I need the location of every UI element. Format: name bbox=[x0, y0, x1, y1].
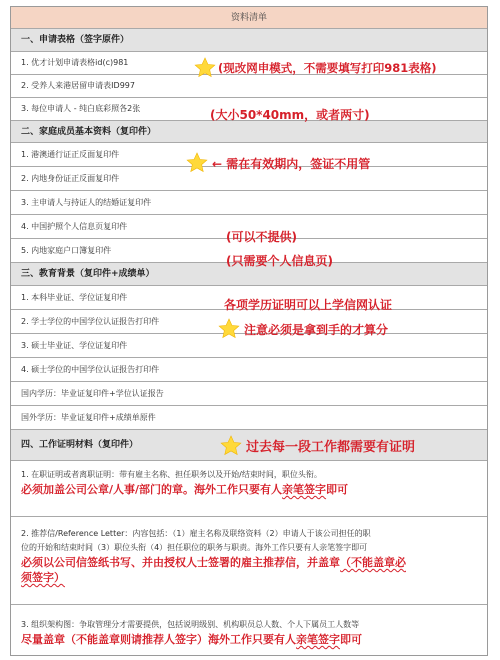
item-form-997: 2. 受养人来港居留申请表ID997 bbox=[11, 75, 487, 98]
item-marriage-cert: 3. 主申请人与持证人的结婚证复印件 bbox=[11, 191, 487, 215]
star-icon bbox=[218, 318, 240, 340]
item-photos: 3. 每位申请人 - 纯白底彩照各2张 bbox=[11, 98, 487, 121]
item-master-report: 4. 硕士学位的中国学位认证报告打印件 bbox=[11, 358, 487, 382]
star-icon bbox=[194, 57, 216, 79]
item-bachelor-report: 2. 学士学位的中国学位认证报告打印件 bbox=[11, 310, 487, 334]
work-item-3-note: 尽量盖章（不能盖章则请推荐人签字）海外工作只要有人亲笔签字即可 bbox=[21, 633, 362, 646]
item-id-card: 2. 内地身份证正反面复印件 bbox=[11, 167, 487, 191]
section-application-forms: 一、申请表格（签字原件） bbox=[11, 29, 487, 52]
section-work-proof: 四、工作证明材料（复印件） bbox=[11, 430, 487, 461]
work-item-2-note: 必须以公司信签纸书写、并由授权人士签署的雇主推荐信，并盖章（不能盖章必 bbox=[21, 556, 406, 569]
work-item-1-text: 1. 在职证明或者离职证明：带有雇主名称、担任职务以及开始/结束时间，职位头衔。 bbox=[21, 470, 322, 479]
note-chsi-verify: 各项学历证明可以上学信网认证 bbox=[224, 298, 393, 312]
item-form-981: 1. 优才计划申请表格id(c)981 bbox=[11, 52, 487, 75]
item-passport: 4. 中国护照个人信息页复印件 bbox=[11, 215, 487, 239]
item-bachelor-cert: 1. 本科毕业证、学位证复印件 bbox=[11, 286, 487, 310]
work-item-org-chart bbox=[11, 605, 487, 657]
work-item-2-text-1: 2. 推荐信/Reference Letter：内容包括：（1）雇主名称及联络资料（2）申请人于该公司担任的职 bbox=[21, 529, 371, 538]
item-master-cert: 3. 硕士毕业证、学位证复印件 bbox=[11, 334, 487, 358]
work-item-reference-letter bbox=[11, 517, 487, 605]
note-validity: ← 需在有效期内，签证不用管 bbox=[212, 157, 371, 171]
note-online-application: (现改网申模式，不需要填写打印981表格) bbox=[218, 61, 437, 75]
note-info-page: (只需要个人信息页) bbox=[226, 254, 333, 268]
section-education: 三、教育背景（复印件+成绩单） bbox=[11, 263, 487, 286]
work-item-2-text-2: 位的开始和结束时间（3）职位头衔（4）担任职位的职务与职责。海外工作只要有人亲笔签字即可 bbox=[21, 543, 368, 552]
star-icon bbox=[220, 435, 242, 457]
note-each-job: 过去每一段工作都需要有证明 bbox=[246, 440, 416, 455]
section-family-docs: 二、家庭成员基本资料（复印件） bbox=[11, 121, 487, 143]
work-item-3-text: 3. 组织架构图：争取管理分才需要提供，包括说明级别、机构职员总人数、个人下属员工人数等 bbox=[21, 620, 360, 629]
item-foreign-degree: 国外学历：毕业证复印件+成绩单原件 bbox=[11, 406, 487, 430]
star-icon bbox=[186, 152, 208, 174]
note-obtained-only: 注意必须是拿到手的才算分 bbox=[244, 323, 389, 337]
item-domestic-degree: 国内学历：毕业证复印件+学位认证报告 bbox=[11, 382, 487, 406]
work-item-1-note: 必须加盖公司公章/人事/部门的章。海外工作只要有人亲笔签字即可 bbox=[21, 483, 349, 496]
note-optional: (可以不提供) bbox=[226, 230, 297, 244]
work-item-2-note-cont: 须签字） bbox=[21, 571, 65, 584]
work-item-employment-cert bbox=[11, 461, 487, 517]
page-title: 资料清单 bbox=[11, 7, 487, 29]
note-photo-size: (大小50*40mm，或者两寸) bbox=[210, 108, 370, 122]
item-household-register: 5. 内地家庭户口簿复印件 bbox=[11, 239, 487, 263]
item-hk-permit: 1. 港澳通行证正反面复印件 bbox=[11, 143, 487, 167]
